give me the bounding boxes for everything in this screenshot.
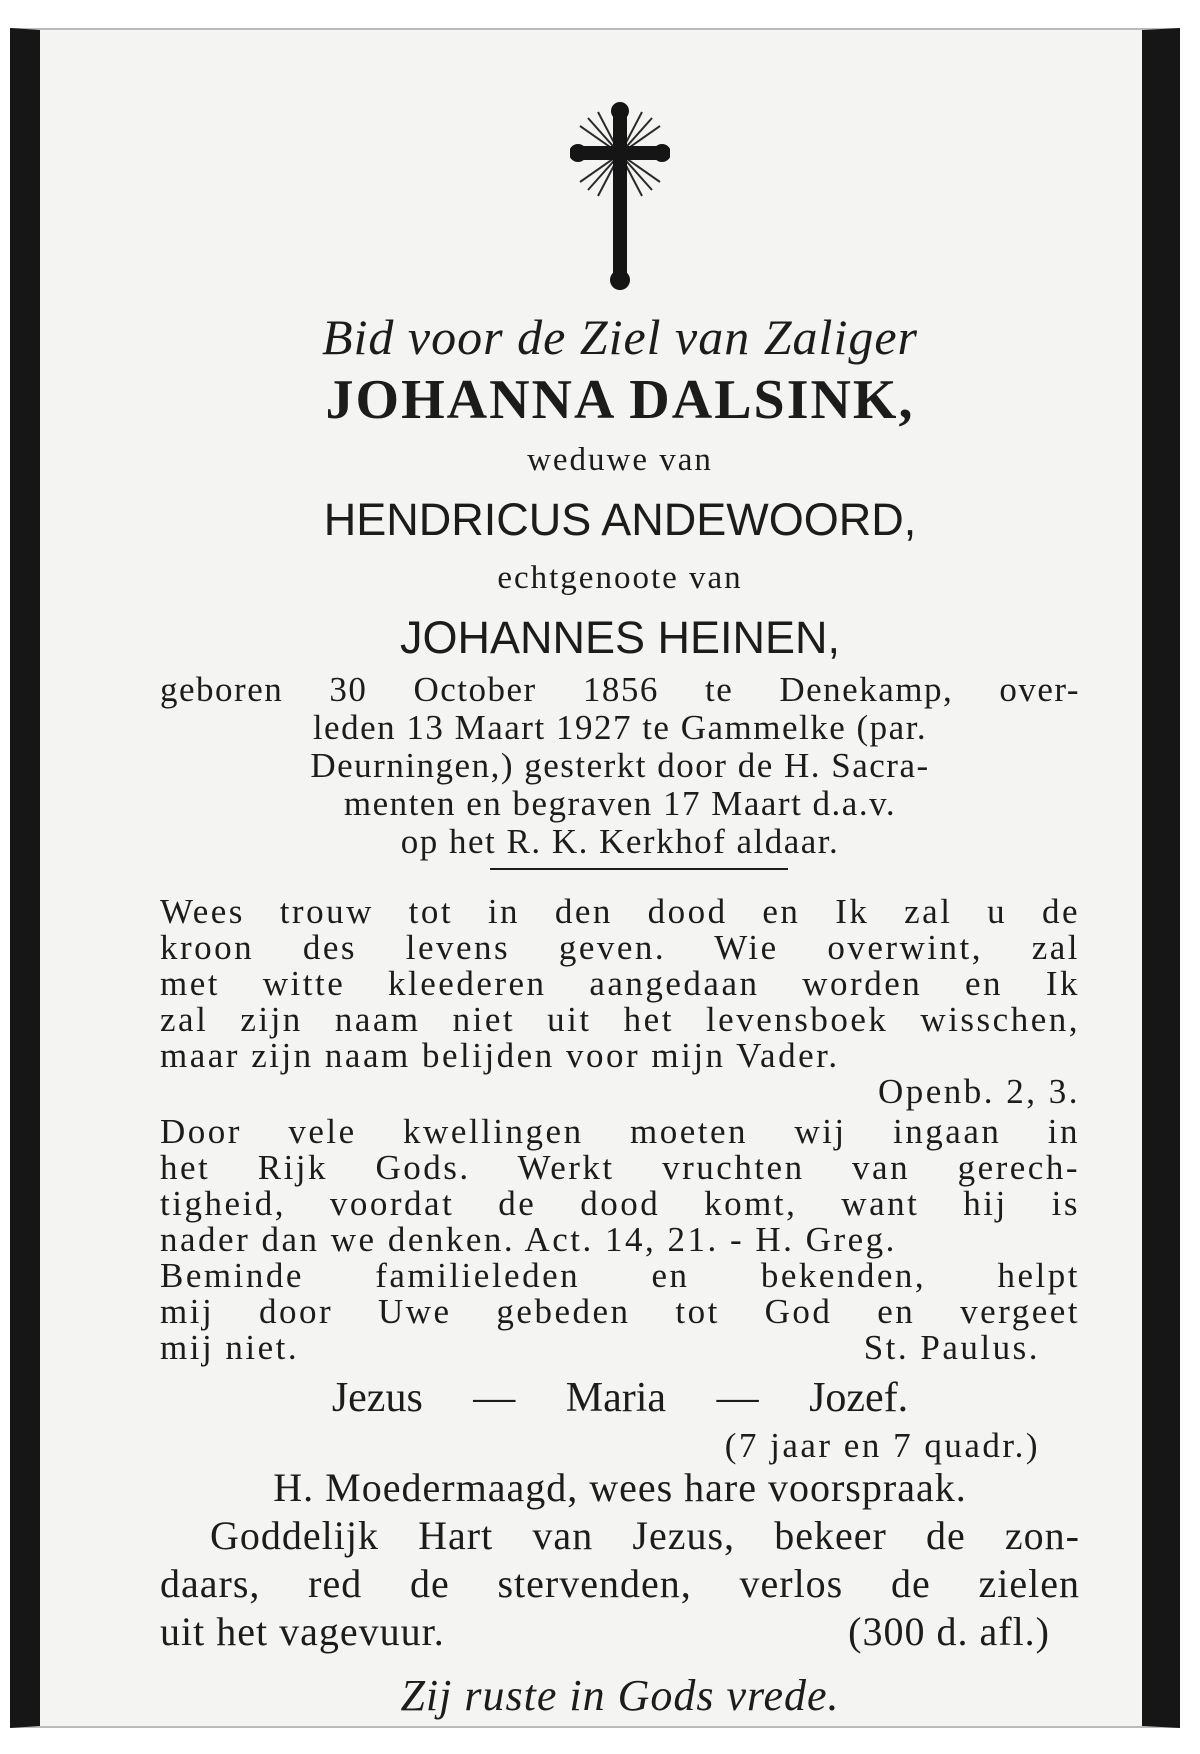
verse-line: Door vele kwellingen moeten wij ingaan in: [160, 1112, 1080, 1151]
bio-line: op het R. K. Kerkhof aldaar.: [400, 822, 840, 861]
indulgence-note: (300 d. afl.): [848, 1609, 1050, 1654]
verse-line: nader dan we denken. Act. 14, 21. - H. Greg.: [160, 1220, 897, 1259]
verse-line: mij door Uwe gebeden tot God en vergeet: [160, 1292, 1080, 1331]
verse-reference: Openb. 2, 3.: [877, 1072, 1080, 1111]
bio-line: geboren 30 October 1856 te Denekamp, over-: [160, 670, 1080, 709]
jesus-mary-joseph: Jezus — Maria — Jozef.: [331, 1375, 909, 1421]
verse-line: kroon des levens geven. Wie overwint, zal: [160, 928, 1080, 967]
memorial-card: [10, 28, 1180, 1728]
verse-reference: St. Paulus.: [863, 1328, 1040, 1367]
bio-line: leden 13 Maart 1927 te Gammelke (par.: [312, 708, 928, 747]
bio-line: menten en begraven 17 Maart d.a.v.: [343, 784, 897, 823]
verse-line: tigheid, voordat de dood komt, want hij is: [160, 1184, 1080, 1223]
prayer-line: daars, red de stervenden, verlos de zielen: [160, 1561, 1080, 1606]
verse-line: Wees trouw tot in den dood en Ik zal u de: [160, 892, 1080, 931]
verse-line: het Rijk Gods. Werkt vruchten van gerech-: [160, 1148, 1080, 1187]
verse-line: met witte kleederen aangedaan worden en Ik: [160, 964, 1080, 1003]
bio-line: Deurningen,) gesterkt door de H. Sacra-: [310, 746, 930, 785]
heading: Bid voor de Ziel van Zaliger: [322, 309, 918, 365]
prayer-line: Goddelijk Hart van Jezus, bekeer de zon-: [210, 1513, 1080, 1558]
first-husband: HENDRICUS ANDEWOORD,: [323, 494, 917, 545]
cross-icon: [570, 102, 670, 294]
closing-line: Zij ruste in Gods vrede.: [400, 1671, 840, 1720]
prayer-line: uit het vagevuur.: [160, 1609, 445, 1654]
verse-line: Beminde familieleden en bekenden, helpt: [160, 1256, 1080, 1295]
widow-of-label: weduwe van: [527, 442, 713, 478]
verse-line: maar zijn naam belijden voor mijn Vader.: [160, 1036, 840, 1075]
verse-line: mij niet.: [160, 1328, 300, 1367]
divider: [490, 868, 788, 870]
indulgence-note: (7 jaar en 7 quadr.): [724, 1426, 1040, 1465]
deceased-name: JOHANNA DALSINK,: [325, 369, 915, 431]
card-content: [160, 30, 1080, 1730]
second-husband: JOHANNES HEINEN,: [399, 612, 841, 663]
prayer-line: H. Moedermaagd, wees hare voorspraak.: [273, 1465, 967, 1510]
verse-line: zal zijn naam niet uit het levensboek wisschen,: [160, 1000, 1080, 1039]
spouse-of-label: echtgenoote van: [497, 560, 743, 596]
